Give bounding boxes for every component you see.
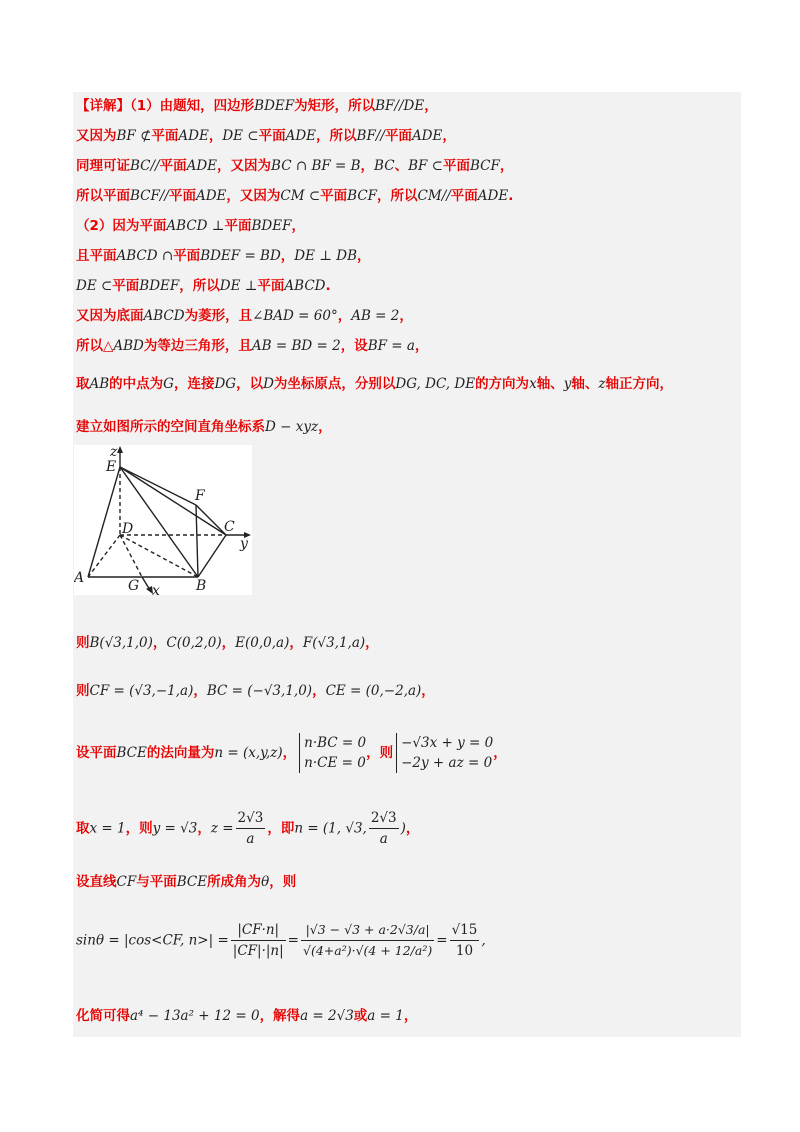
text: 轴、 <box>536 376 564 392</box>
equation: n·BC = 0 <box>304 735 367 751</box>
math: ABD <box>113 338 144 354</box>
text: 平面 <box>257 278 285 294</box>
system-2 <box>396 733 493 773</box>
fraction <box>231 920 286 961</box>
math: BF ⊂ <box>408 158 443 174</box>
label-G: G <box>128 578 140 594</box>
text: 为菱形，且 <box>184 308 253 324</box>
text: 则 <box>76 683 90 699</box>
text: 所以△ <box>76 338 114 354</box>
text: ， <box>403 1008 418 1024</box>
text: ， <box>399 308 413 324</box>
text: ，所以 <box>377 188 418 204</box>
coordinate-figure <box>74 445 252 595</box>
fraction <box>301 920 434 961</box>
text: 平面 <box>450 188 478 204</box>
equation: −√3x + y = 0 <box>401 735 494 751</box>
label-B: B <box>196 578 207 594</box>
text: ， <box>365 635 379 651</box>
line-7 <box>76 276 331 296</box>
math: BC// <box>130 158 160 174</box>
math: CF = (√3,−1,a) <box>89 683 194 699</box>
math: BC = (−√3,1,0) <box>206 683 313 699</box>
math: CM ⊂ <box>280 188 321 204</box>
text: ，所以 <box>179 278 220 294</box>
math: y = √3 <box>152 820 198 837</box>
text: 又因为底面 <box>76 308 144 324</box>
text: ，即 <box>267 820 295 837</box>
math: D <box>263 376 274 392</box>
line-3 <box>76 156 513 176</box>
line-6 <box>76 246 371 266</box>
math: AB <box>89 376 110 392</box>
line-17 <box>76 920 486 961</box>
text: 平面 <box>173 248 201 264</box>
label-A: A <box>74 570 85 586</box>
text: 为坐标原点，分别以 <box>273 376 396 392</box>
math: DG <box>214 376 237 392</box>
numerator: |√3 − √3 + a·2√3/a| <box>301 920 434 941</box>
math: BC <box>374 158 395 174</box>
text: 平面 <box>151 128 179 144</box>
text: ， <box>493 745 507 761</box>
text: ， <box>280 248 295 264</box>
text: ， <box>357 248 371 264</box>
text: ， <box>360 158 375 174</box>
text: 所成角为 <box>207 874 262 890</box>
edge-DG <box>120 535 142 577</box>
math: BF// <box>356 128 385 144</box>
math: DG, DC, DE <box>395 376 476 392</box>
text: ， <box>208 128 223 144</box>
text: 建立如图所示的空间直角坐标系 <box>76 419 265 435</box>
math: CF <box>116 874 137 890</box>
text: ，则 <box>366 745 394 761</box>
math: x <box>529 376 537 392</box>
math: ADE <box>477 188 509 204</box>
text: ， <box>337 308 352 324</box>
edge-FB <box>196 505 198 577</box>
text: 的中点为 <box>109 376 164 392</box>
line-15 <box>76 808 419 849</box>
text: 又因为 <box>76 128 117 144</box>
text: 设直线 <box>76 874 117 890</box>
line-13 <box>76 681 435 701</box>
math: = <box>287 932 299 949</box>
math: a⁴ − 13a² + 12 = 0 <box>130 1008 260 1024</box>
line-16 <box>76 872 296 892</box>
math: BCF <box>347 188 378 204</box>
text: ， <box>152 635 167 651</box>
math: ) <box>400 820 406 837</box>
text: ，则 <box>269 874 297 890</box>
math: AB = 2 <box>351 308 400 324</box>
text: ，以 <box>236 376 264 392</box>
text: 或 <box>353 1008 368 1024</box>
text: 的方向为 <box>475 376 530 392</box>
math: E(0,0,a) <box>235 635 290 651</box>
math: BCF// <box>130 188 169 204</box>
math: n = (x,y,z) <box>214 745 283 761</box>
line-1 <box>76 96 438 116</box>
fraction <box>450 920 480 961</box>
text: 平面 <box>384 128 412 144</box>
system-1 <box>299 733 366 773</box>
text: ， <box>421 683 435 699</box>
numerator: √15 <box>450 920 480 941</box>
math: z <box>598 376 606 392</box>
label-E: E <box>106 459 117 475</box>
text: 平面 <box>112 278 140 294</box>
math: θ <box>261 874 270 890</box>
solution-heading: 【详解】（1）由题知，四边形 <box>76 98 255 114</box>
math: BDEF <box>254 98 295 114</box>
text: 平面 <box>159 158 187 174</box>
text: 取 <box>76 820 90 837</box>
edge-FC <box>196 505 226 535</box>
text: 且平面 <box>76 248 117 264</box>
text: 取 <box>76 376 90 392</box>
line-2 <box>76 126 456 146</box>
text: ， <box>312 683 326 699</box>
label-D: D <box>122 521 134 537</box>
math: BDEF = BD <box>200 248 281 264</box>
denominator: √(4+a²)·√(4 + 12/a²) <box>302 943 433 958</box>
math: F(√3,1,a) <box>302 635 366 651</box>
math: a = 2√3 <box>300 1008 354 1024</box>
text: 所以平面 <box>76 188 130 204</box>
text: 为等边三角形，且 <box>143 338 252 354</box>
math: C(0,2,0) <box>166 635 222 651</box>
text: ， <box>414 338 429 354</box>
equation: −2y + az = 0 <box>401 755 493 771</box>
math: CM// <box>417 188 451 204</box>
line-8 <box>76 306 413 326</box>
math: z = <box>210 820 234 837</box>
text: 化简可得 <box>76 1008 130 1024</box>
text: 平面 <box>442 158 470 174</box>
math: DE ⊥ DB <box>294 248 357 264</box>
math: BCE <box>116 745 147 761</box>
math: AB = BD = 2 <box>251 338 341 354</box>
math: x = 1 <box>89 820 126 837</box>
label-y: y <box>240 536 248 552</box>
numerator: 2√3 <box>369 808 399 829</box>
edge-EC <box>120 467 226 535</box>
text: ，解得 <box>259 1008 301 1024</box>
label-F: F <box>195 488 205 504</box>
text: . <box>325 278 331 294</box>
text: ，则 <box>125 820 153 837</box>
math: ADE <box>411 128 443 144</box>
text: ，设 <box>340 338 368 354</box>
math: DE ⊥ <box>219 278 258 294</box>
fraction <box>236 808 266 849</box>
text: 平面 <box>320 188 348 204</box>
z-arrow <box>117 446 123 453</box>
equation: n·CE = 0 <box>304 755 366 771</box>
line-5 <box>76 216 305 236</box>
text: ， <box>405 820 420 837</box>
math: BDEF <box>251 218 292 234</box>
math: ABCD ∩ <box>116 248 174 264</box>
line-18 <box>76 1006 417 1026</box>
text: ， <box>499 158 514 174</box>
text: 轴正方向， <box>605 376 673 392</box>
math: BC ∩ BF = B <box>271 158 361 174</box>
label-C: C <box>224 519 235 535</box>
text: 设平面 <box>76 745 117 761</box>
math: = <box>436 932 448 949</box>
math: ABCD <box>143 308 185 324</box>
text: ，又因为 <box>226 188 281 204</box>
fraction <box>369 808 399 849</box>
math: y <box>563 376 572 392</box>
line-4 <box>76 186 513 206</box>
numerator: |CF·n| <box>231 920 286 941</box>
math: ∠BAD = 60° <box>252 308 338 324</box>
math: ADE <box>285 128 317 144</box>
text: ， <box>282 745 297 761</box>
denominator: 10 <box>455 943 474 959</box>
math: , <box>481 932 486 949</box>
numerator: 2√3 <box>236 808 266 829</box>
line-11 <box>76 417 332 437</box>
edge-EF <box>120 467 196 505</box>
math: ABCD ⊥ <box>166 218 225 234</box>
text: ， <box>318 419 332 435</box>
text: 、 <box>394 158 409 174</box>
math: ABCD <box>284 278 326 294</box>
text: 平面 <box>168 188 196 204</box>
math: BF = a <box>367 338 415 354</box>
math: BDEF <box>139 278 180 294</box>
denominator: a <box>246 831 255 847</box>
text: 轴、 <box>571 376 599 392</box>
math: D − xyz <box>265 419 319 435</box>
math: BF//DE <box>375 98 425 114</box>
text: ， <box>221 635 236 651</box>
edge-BC <box>198 535 226 577</box>
line-14 <box>76 733 507 773</box>
edge-DA <box>88 535 120 577</box>
math: n = (1, √3, <box>294 820 367 837</box>
text: ， <box>193 683 207 699</box>
math: DE ⊂ <box>76 278 113 294</box>
denominator: |CF|·|n| <box>232 943 284 959</box>
text: ， <box>424 98 438 114</box>
text: ， <box>291 218 305 234</box>
math: B(√3,1,0) <box>89 635 153 651</box>
text: . <box>508 188 514 204</box>
math: sinθ = |cos<CF, n>| = <box>76 932 229 949</box>
math: BCE <box>176 874 208 890</box>
text: 为矩形，所以 <box>294 98 376 114</box>
text: 平面 <box>258 128 286 144</box>
label-z: z <box>110 445 118 460</box>
text: （2）因为平面 <box>76 218 167 234</box>
math: a = 1 <box>367 1008 404 1024</box>
math: CE = (0,−2,a) <box>325 683 422 699</box>
text: 则 <box>76 635 90 651</box>
denominator: a <box>379 831 388 847</box>
label-x: x <box>152 583 160 595</box>
coordinate-figure-svg <box>74 445 252 595</box>
text: ，所以 <box>316 128 357 144</box>
math: DE ⊂ <box>222 128 259 144</box>
text: 平面 <box>224 218 252 234</box>
math: ADE <box>178 128 209 144</box>
text: 与平面 <box>136 874 177 890</box>
math: BF ⊄ <box>116 128 152 144</box>
text: 的法向量为 <box>146 745 215 761</box>
line-10 <box>76 374 673 394</box>
text: 同理可证 <box>76 158 130 174</box>
edge-EA <box>88 467 120 577</box>
text: ， <box>442 128 456 144</box>
text: ，连接 <box>173 376 215 392</box>
line-9 <box>76 336 428 356</box>
line-12 <box>76 633 379 653</box>
text: ， <box>289 635 303 651</box>
math: BCF <box>469 158 500 174</box>
math: ADE <box>195 188 227 204</box>
text: ， <box>197 820 211 837</box>
math: ADE <box>186 158 218 174</box>
math: G <box>163 376 174 392</box>
text: ，又因为 <box>217 158 272 174</box>
